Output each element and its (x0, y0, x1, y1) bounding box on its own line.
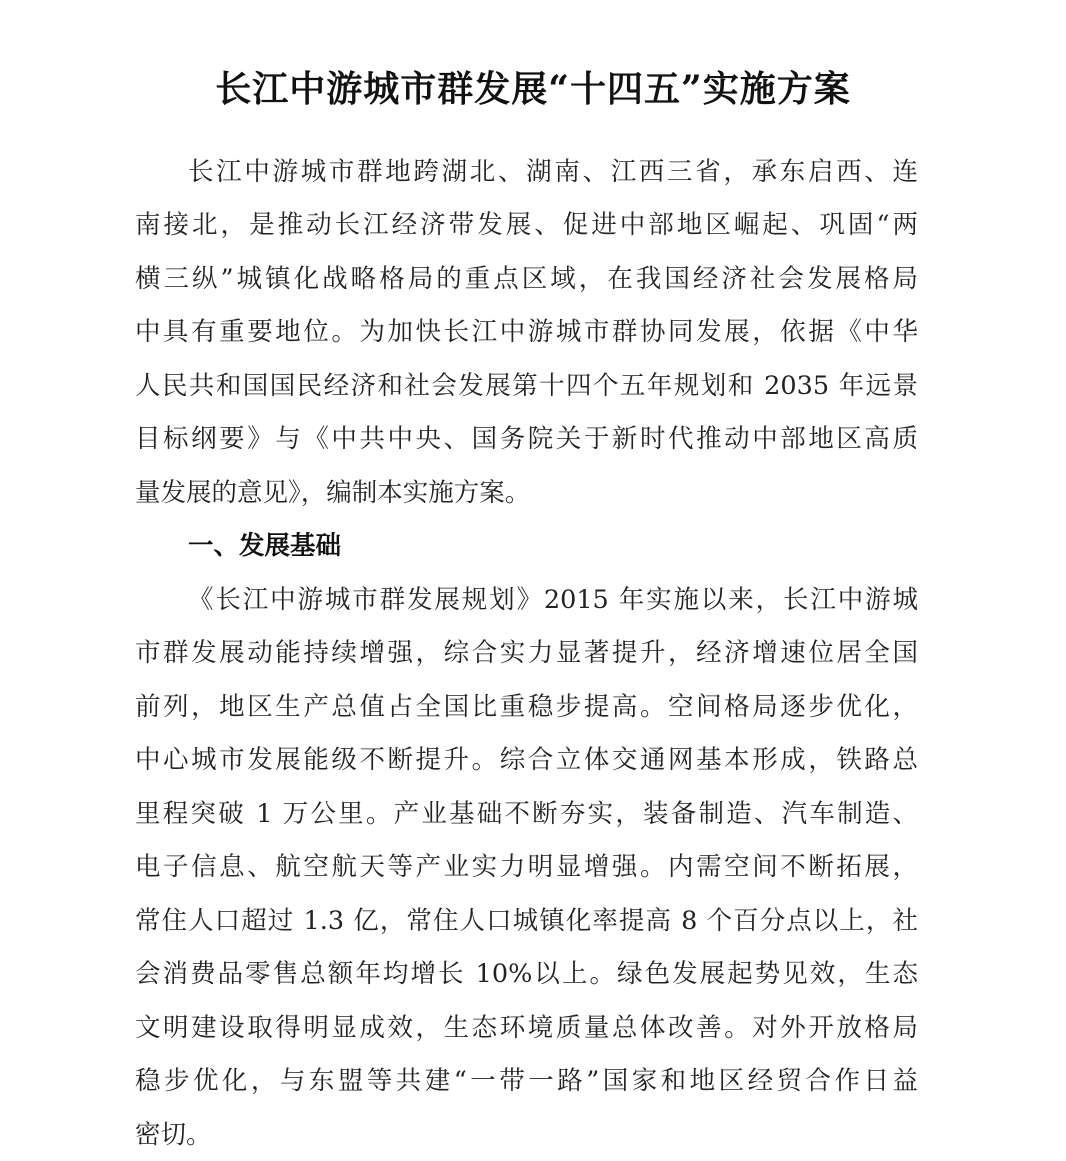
paragraph-line: 南接北，是推动长江经济带发展、促进中部地区崛起、巩固“两 (135, 210, 918, 240)
paragraph-line: 中心城市发展能级不断提升。综合立体交通网基本形成，铁路总 (135, 745, 918, 775)
paragraph-line: 密切。 (135, 1120, 212, 1150)
paragraph-line: 稳步优化，与东盟等共建“一带一路”国家和地区经贸合作日益 (135, 1066, 918, 1096)
paragraph-line: 市群发展动能持续增强，综合实力显著提升，经济增速位居全国 (135, 638, 918, 668)
paragraph-line: 里程突破 1 万公里。产业基础不断夯实，装备制造、汽车制造、 (135, 799, 918, 829)
paragraph-line: 文明建设取得明显成效，生态环境质量总体改善。对外开放格局 (135, 1013, 918, 1043)
paragraph-line: 电子信息、航空航天等产业实力明显增强。内需空间不断拓展， (135, 852, 918, 882)
paragraph-line: 《长江中游城市群发展规划》2015 年实施以来，长江中游城 (188, 585, 918, 615)
paragraph-line: 会消费品零售总额年均增长 10%以上。绿色发展起势见效，生态 (135, 959, 918, 989)
paragraph-line: 量发展的意见》，编制本实施方案。 (135, 478, 531, 508)
paragraph-line: 长江中游城市群地跨湖北、湖南、江西三省，承东启西、连 (188, 157, 918, 187)
paragraph-line: 常住人口超过 1.3 亿，常住人口城镇化率提高 8 个百分点以上，社 (135, 906, 918, 936)
paragraph-line: 横三纵”城镇化战略格局的重点区域，在我国经济社会发展格局 (135, 264, 918, 294)
paragraph-line: 中具有重要地位。为加快长江中游城市群协同发展，依据《中华 (135, 317, 918, 347)
paragraph-line: 目标纲要》与《中共中央、国务院关于新时代推动中部地区高质 (135, 424, 918, 454)
section-heading: 一、发展基础 (188, 531, 342, 561)
document-title: 长江中游城市群发展“十四五”实施方案 (215, 68, 851, 111)
paragraph-line: 人民共和国国民经济和社会发展第十四个五年规划和 2035 年远景 (135, 371, 918, 401)
paragraph-line: 前列，地区生产总值占全国比重稳步提高。空间格局逐步优化， (135, 692, 918, 722)
